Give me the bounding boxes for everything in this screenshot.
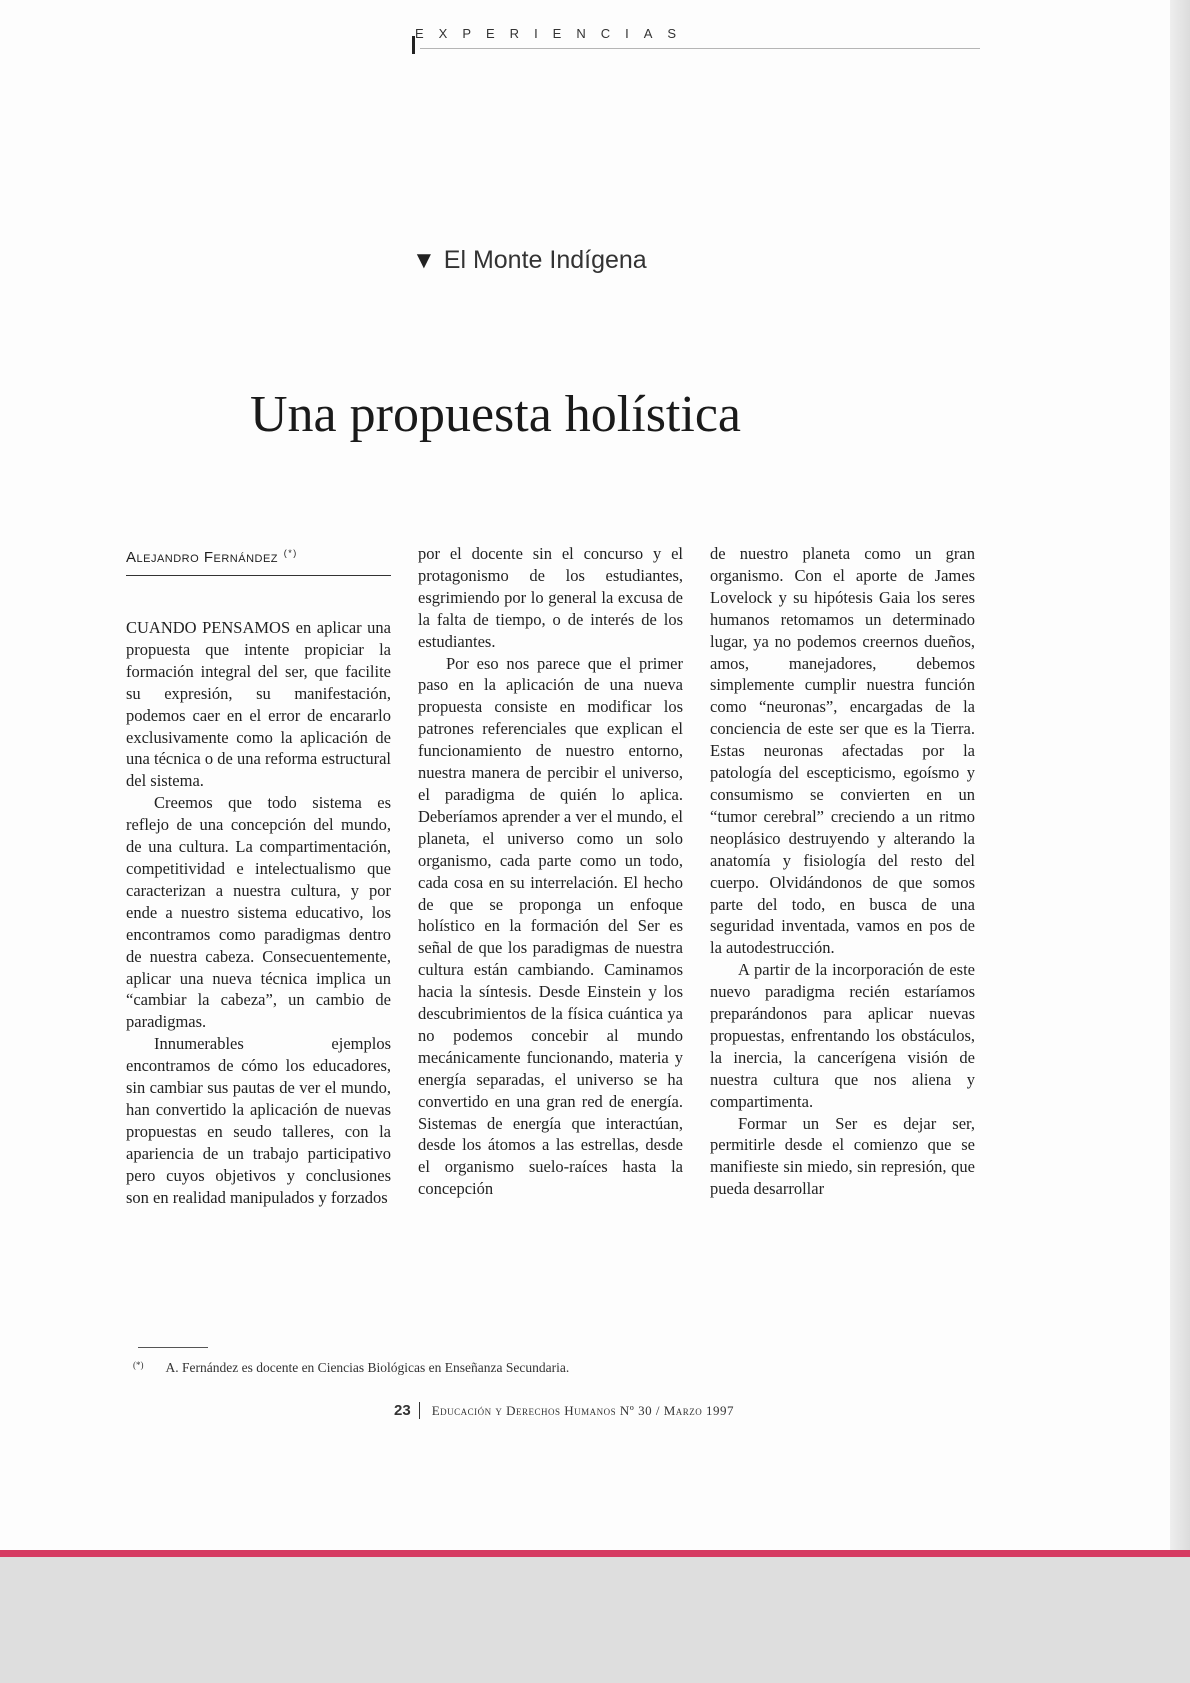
author-name: Alejandro Fernández bbox=[126, 549, 279, 566]
scan-background bbox=[0, 1557, 1190, 1683]
author-byline bbox=[126, 548, 391, 566]
page-number: 23 bbox=[394, 1402, 420, 1419]
section-header: EXPERIENCIAS bbox=[415, 26, 692, 41]
paragraph: CUANDO PENSAMOS en aplicar una propuesta que intente propiciar la formación integral del ser, que facilite su expresión, su manifestación, podemos caer en el error de encararlo exclusivamente como la aplicación de una técnica o de una reforma estructural del sistema. bbox=[126, 618, 391, 791]
lead-in: CUANDO PENSAMOS bbox=[126, 618, 291, 637]
column-2 bbox=[418, 543, 683, 1200]
paragraph: de nuestro planeta como un gran organismo. Con el aporte de James Lovelock y su hipótesis Gaia los seres humanos retomamos un determinado lugar, ya no podemos creernos dueños, amos, manejadores, debemos simplemente cumplir nuestra función como “neuronas”, encargadas de la conciencia de este ser que es la Tierra. Estas neuronas afectadas por la patología del escepticismo, egoísmo y consumismo se convierten en un “tumor cerebral” creciendo a un ritmo neoplásico destruyendo y alterando la anatomía y fisiología del resto del cuerpo. Olvidándonos de que somos parte del todo, en busca de una seguridad inventada, vamos en pos de la autodestrucción. bbox=[710, 544, 975, 958]
footnote-mark: (*) bbox=[133, 1360, 144, 1370]
topic-label: El Monte Indígena bbox=[443, 246, 647, 274]
paragraph: A partir de la incorporación de este nuevo paradigma recién estaríamos preparándonos para aplicar nuevas propuestas, enfrentando los obstáculos, la inercia, la cancerígena visión de nuestra cultura que nos aliena y compartimenta. bbox=[710, 960, 975, 1111]
triangle-down-icon: ▼ bbox=[412, 247, 436, 274]
footnote-text: A. Fernández es docente en Ciencias Biológicas en Enseñanza Secundaria. bbox=[165, 1360, 570, 1375]
publication-info: Educación y Derechos Humanos Nº 30 / Marzo 1997 bbox=[431, 1403, 735, 1418]
paragraph: Formar un Ser es dejar ser, permitirle desde el comienzo que se manifieste sin miedo, sin represión, que pueda desarrollar bbox=[710, 1113, 975, 1199]
column-3 bbox=[710, 543, 975, 1200]
column-1 bbox=[126, 617, 391, 1208]
paragraph: Innumerables ejemplos encontramos de cómo los educadores, sin cambiar sus pautas de ver el mundo, han convertido la aplicación de nuevas propuestas en seudo talleres, con la apariencia de un trabajo participativo pero cuyos objetivos y conclusiones son en realidad manipulados y forzados bbox=[126, 1034, 391, 1207]
paragraph: Creemos que todo sistema es reflejo de una concepción del mundo, de una cultura. La compartimentación, competitividad e intelectualismo que caracterizan a nuestra cultura, y por ende a nuestro sistema educativo, los encontramos como paradigmas dentro de nuestra cabeza. Consecuentemente, aplicar una nueva técnica implica un “cambiar la cabeza”, un cambio de paradigmas. bbox=[126, 793, 391, 1032]
footnote-rule bbox=[138, 1347, 208, 1348]
page-edge-shadow bbox=[1170, 0, 1190, 1683]
header-rule bbox=[420, 48, 980, 49]
author-note-mark: (*) bbox=[283, 548, 298, 558]
footnote bbox=[133, 1360, 569, 1376]
red-page-edge bbox=[0, 1550, 1190, 1557]
article-title: Una propuesta holística bbox=[250, 386, 741, 443]
paragraph: por el docente sin el concurso y el protagonismo de los estudiantes, esgrimiendo por lo general la excusa de la falta de tiempo, o de interés de los estudiantes. bbox=[418, 544, 683, 651]
page-footer bbox=[394, 1402, 734, 1419]
section-topic bbox=[412, 246, 647, 275]
author-rule bbox=[126, 575, 391, 576]
paragraph: Por eso nos parece que el primer paso en la aplicación de una nueva propuesta consiste en modificar los patrones referenciales que explican el funcionamiento de nuestro entorno, nuestra manera de percibir el universo, el paradigma de quién lo aplica. Deberíamos aprender a ver el mundo, el planeta, el universo como un solo organismo, cada parte como un todo, cada cosa en su interrelación. El hecho de que se proponga un enfoque holístico en la formación del Ser es señal de que los paradigmas de nuestra cultura están cambiando. Caminamos hacia la síntesis. Desde Einstein y los descubrimientos de la física cuántica ya no podemos concebir al mundo mecánicamente funcionando, materia y energía separadas, el universo se ha convertido en una gran red de energía. Sistemas de energía que interactúan, desde los átomos a las estrellas, desde el organismo suelo-raíces hasta la concepción bbox=[418, 653, 683, 1199]
